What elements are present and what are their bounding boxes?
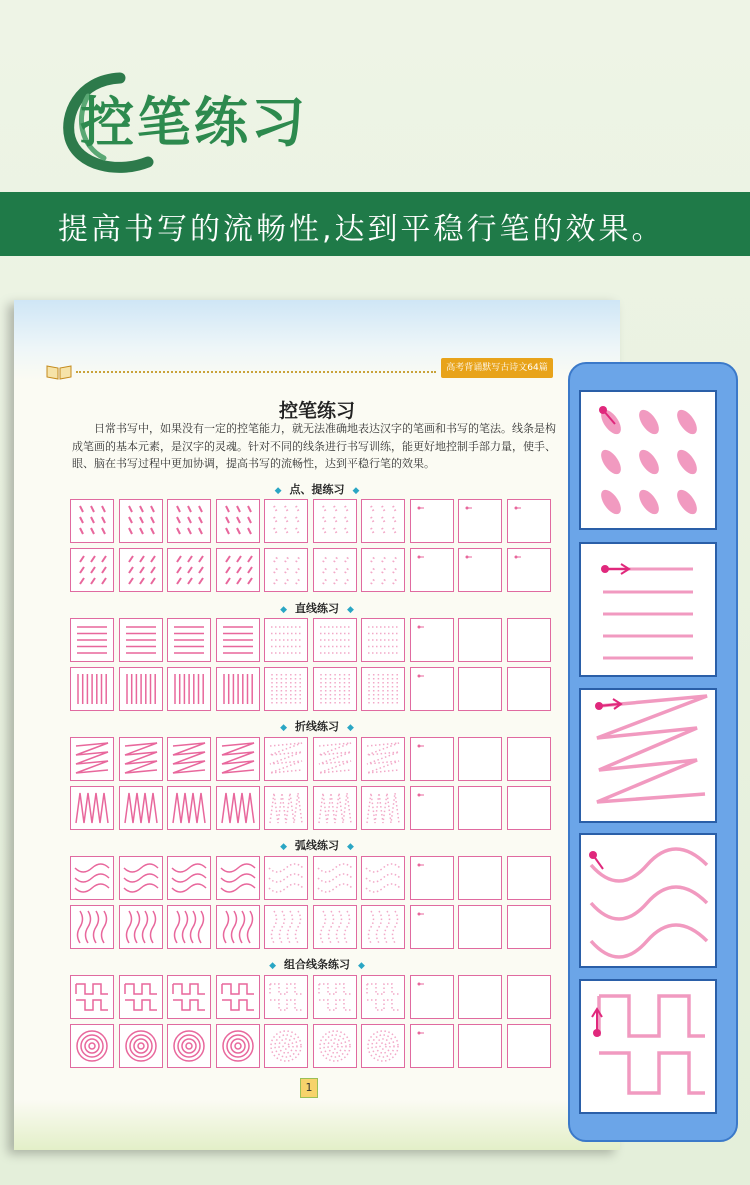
practice-cell	[70, 1024, 114, 1068]
header-divider	[76, 371, 436, 373]
practice-cell	[216, 905, 260, 949]
practice-cell	[458, 499, 502, 543]
practice-cell	[410, 786, 454, 830]
page-heading: 控笔练习	[80, 91, 308, 154]
practice-cell	[313, 786, 357, 830]
practice-cell	[361, 548, 405, 592]
practice-cell	[264, 618, 308, 662]
practice-cell	[167, 905, 211, 949]
page-number: 1	[300, 1078, 318, 1098]
zoom-combined	[579, 979, 717, 1114]
practice-cell	[313, 548, 357, 592]
practice-cell	[119, 618, 163, 662]
practice-cell	[119, 548, 163, 592]
practice-cell	[361, 856, 405, 900]
practice-cell	[216, 975, 260, 1019]
practice-cell	[361, 667, 405, 711]
practice-cell	[167, 618, 211, 662]
practice-cell	[361, 737, 405, 781]
practice-cell	[313, 667, 357, 711]
practice-cell	[410, 737, 454, 781]
practice-cell	[507, 1024, 551, 1068]
practice-cell	[167, 499, 211, 543]
practice-cell	[361, 905, 405, 949]
practice-cell	[507, 618, 551, 662]
practice-cell	[458, 905, 502, 949]
practice-cell	[507, 975, 551, 1019]
practice-cell	[70, 905, 114, 949]
practice-cell	[313, 499, 357, 543]
practice-cell	[507, 548, 551, 592]
practice-cell	[216, 548, 260, 592]
practice-cell	[119, 786, 163, 830]
practice-cell	[264, 548, 308, 592]
practice-cell	[70, 548, 114, 592]
practice-cell	[216, 786, 260, 830]
practice-cell	[216, 1024, 260, 1068]
practice-cell	[313, 856, 357, 900]
practice-cell	[167, 548, 211, 592]
practice-cell	[361, 618, 405, 662]
practice-cell	[216, 667, 260, 711]
practice-cell	[458, 786, 502, 830]
practice-cell	[216, 856, 260, 900]
practice-cell	[507, 667, 551, 711]
practice-cell	[264, 856, 308, 900]
book-icon	[46, 364, 72, 380]
practice-cell	[70, 975, 114, 1019]
zoom-dots	[579, 390, 717, 530]
practice-cell	[167, 1024, 211, 1068]
section-title: ◆ 弧线练习 ◆	[280, 839, 354, 852]
practice-cell	[70, 737, 114, 781]
practice-cell	[313, 975, 357, 1019]
practice-cell	[458, 975, 502, 1019]
practice-cell	[167, 975, 211, 1019]
practice-cell	[458, 667, 502, 711]
workbook-title: 控笔练习	[278, 400, 355, 422]
practice-cell	[216, 618, 260, 662]
practice-cell	[216, 737, 260, 781]
practice-cell	[458, 737, 502, 781]
zoom-lines	[579, 542, 717, 677]
practice-cell	[264, 499, 308, 543]
slogan-text: 提高书写的流畅性,达到平稳行笔的效果。	[58, 212, 665, 247]
practice-cell	[458, 548, 502, 592]
practice-cell	[119, 905, 163, 949]
practice-cell	[410, 856, 454, 900]
practice-cell	[410, 548, 454, 592]
practice-cell	[167, 737, 211, 781]
practice-cell	[167, 667, 211, 711]
practice-cell	[264, 667, 308, 711]
zoom-zigzag	[579, 688, 717, 823]
practice-cell	[167, 856, 211, 900]
practice-cell	[313, 1024, 357, 1068]
practice-cell	[410, 499, 454, 543]
practice-cell	[216, 499, 260, 543]
practice-cell	[119, 1024, 163, 1068]
practice-cell	[70, 856, 114, 900]
practice-cell	[507, 499, 551, 543]
practice-cell	[70, 667, 114, 711]
practice-cell	[507, 786, 551, 830]
practice-cell	[361, 975, 405, 1019]
practice-cell	[361, 499, 405, 543]
practice-cell	[507, 856, 551, 900]
practice-cell	[507, 737, 551, 781]
practice-cell	[264, 975, 308, 1019]
practice-cell	[410, 667, 454, 711]
page-grass-decoration	[14, 1100, 620, 1150]
practice-cell	[458, 856, 502, 900]
practice-cell	[264, 905, 308, 949]
practice-cell	[361, 1024, 405, 1068]
practice-cell	[119, 856, 163, 900]
practice-cell	[264, 737, 308, 781]
practice-cell	[70, 786, 114, 830]
practice-cell	[313, 737, 357, 781]
practice-cell	[264, 786, 308, 830]
practice-cell	[119, 667, 163, 711]
practice-cell	[313, 905, 357, 949]
zoom-arcs	[579, 833, 717, 968]
practice-cell	[410, 975, 454, 1019]
practice-cell	[264, 1024, 308, 1068]
practice-cell	[410, 905, 454, 949]
practice-cell	[410, 618, 454, 662]
practice-cell	[458, 618, 502, 662]
section-title: ◆ 折线练习 ◆	[280, 720, 354, 733]
practice-cell	[507, 905, 551, 949]
practice-cell	[119, 975, 163, 1019]
practice-cell	[458, 1024, 502, 1068]
practice-cell	[70, 618, 114, 662]
intro-paragraph: 日常书写中，如果没有一定的控笔能力，就无法准确地表达汉字的笔画和书写的笔法。线条是构成笔画的基本元素，是汉字的灵魂。针对不同的线条进行书写训练，能更好地控制手部力量，使手、眼、脑在书写过程中更加协调，提高书写的流畅性，达到平稳行笔的效果。	[72, 422, 556, 470]
practice-cell	[119, 499, 163, 543]
section-title: ◆ 直线练习 ◆	[280, 602, 354, 615]
section-title: ◆ 点、提练习 ◆	[274, 483, 360, 496]
practice-cell	[167, 786, 211, 830]
practice-cell	[410, 1024, 454, 1068]
book-tag: 高考背诵默写古诗文64篇	[441, 358, 553, 378]
practice-cell	[119, 737, 163, 781]
practice-cell	[361, 786, 405, 830]
section-title: ◆ 组合线条练习 ◆	[269, 958, 365, 971]
practice-cell	[313, 618, 357, 662]
practice-cell	[70, 499, 114, 543]
